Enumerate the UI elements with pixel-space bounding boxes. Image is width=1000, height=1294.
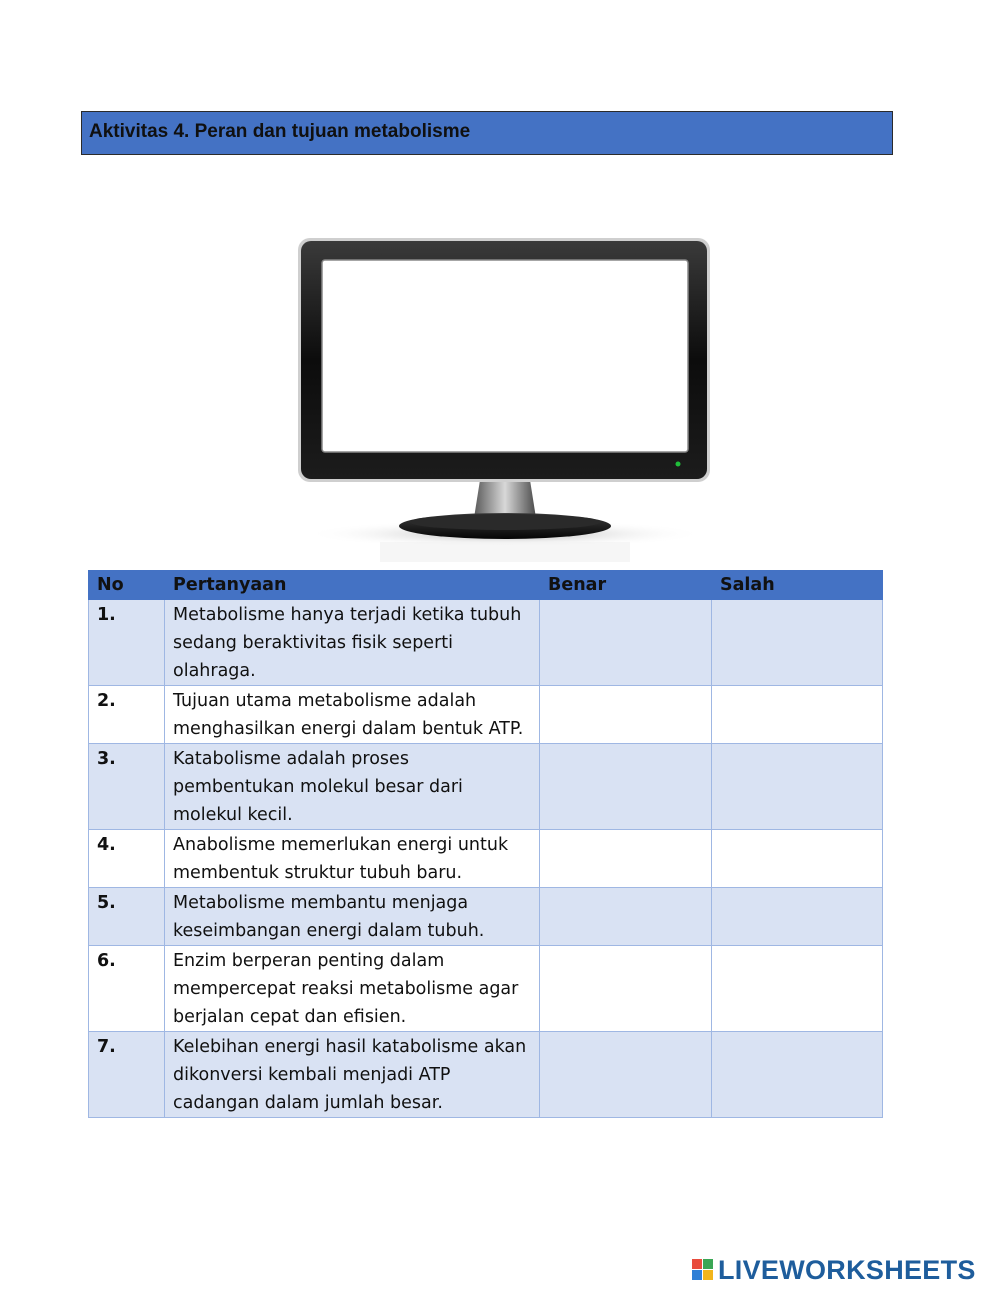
header-true: Benar	[540, 571, 712, 600]
answer-false-cell[interactable]	[712, 1032, 883, 1118]
quiz-table	[88, 570, 883, 1118]
answer-false-cell[interactable]	[712, 686, 883, 744]
answer-true-cell[interactable]	[540, 888, 712, 946]
table-row	[89, 946, 883, 1032]
liveworksheets-logo[interactable]	[692, 1254, 976, 1286]
answer-true-cell[interactable]	[540, 830, 712, 888]
activity-title: Aktivitas 4. Peran dan tujuan metabolisme	[89, 121, 471, 142]
row-number: 3.	[89, 744, 165, 830]
row-number: 2.	[89, 686, 165, 744]
activity-title-bar	[81, 111, 893, 155]
answer-true-cell[interactable]	[540, 1032, 712, 1118]
power-led	[676, 462, 681, 467]
table-row	[89, 888, 883, 946]
table-row	[89, 600, 883, 686]
answer-false-cell[interactable]	[712, 888, 883, 946]
answer-false-cell[interactable]	[712, 946, 883, 1032]
answer-true-cell[interactable]	[540, 686, 712, 744]
table-row	[89, 686, 883, 744]
row-question: Katabolisme adalah proses pembentukan molekul besar dari molekul kecil.	[165, 744, 540, 830]
answer-false-cell[interactable]	[712, 744, 883, 830]
answer-false-cell[interactable]	[712, 600, 883, 686]
table-row	[89, 744, 883, 830]
logo-text: LIVEWORKSHEETS	[718, 1254, 976, 1285]
logo-blocks-icon	[692, 1259, 714, 1281]
monitor-screen	[322, 260, 688, 452]
header-question: Pertanyaan	[165, 571, 540, 600]
answer-true-cell[interactable]	[540, 600, 712, 686]
row-number: 7.	[89, 1032, 165, 1118]
header-no: No	[89, 571, 165, 600]
table-header-row	[89, 571, 883, 600]
table-row	[89, 1032, 883, 1118]
table-row	[89, 830, 883, 888]
row-number: 6.	[89, 946, 165, 1032]
row-question: Metabolisme membantu menjaga keseimbangan energi dalam tubuh.	[165, 888, 540, 946]
row-question: Metabolisme hanya terjadi ketika tubuh sedang beraktivitas fisik seperti olahraga.	[165, 600, 540, 686]
row-question: Tujuan utama metabolisme adalah menghasilkan energi dalam bentuk ATP.	[165, 686, 540, 744]
answer-true-cell[interactable]	[540, 946, 712, 1032]
header-false: Salah	[712, 571, 883, 600]
row-question: Enzim berperan penting dalam mempercepat reaksi metabolisme agar berjalan cepat dan efisien.	[165, 946, 540, 1032]
monitor-image	[296, 236, 714, 566]
row-number: 5.	[89, 888, 165, 946]
row-number: 4.	[89, 830, 165, 888]
answer-true-cell[interactable]	[540, 744, 712, 830]
row-question: Anabolisme memerlukan energi untuk membentuk struktur tubuh baru.	[165, 830, 540, 888]
answer-false-cell[interactable]	[712, 830, 883, 888]
row-question: Kelebihan energi hasil katabolisme akan dikonversi kembali menjadi ATP cadangan dalam jumlah besar.	[165, 1032, 540, 1118]
monitor-neck	[474, 480, 536, 518]
row-number: 1.	[89, 600, 165, 686]
